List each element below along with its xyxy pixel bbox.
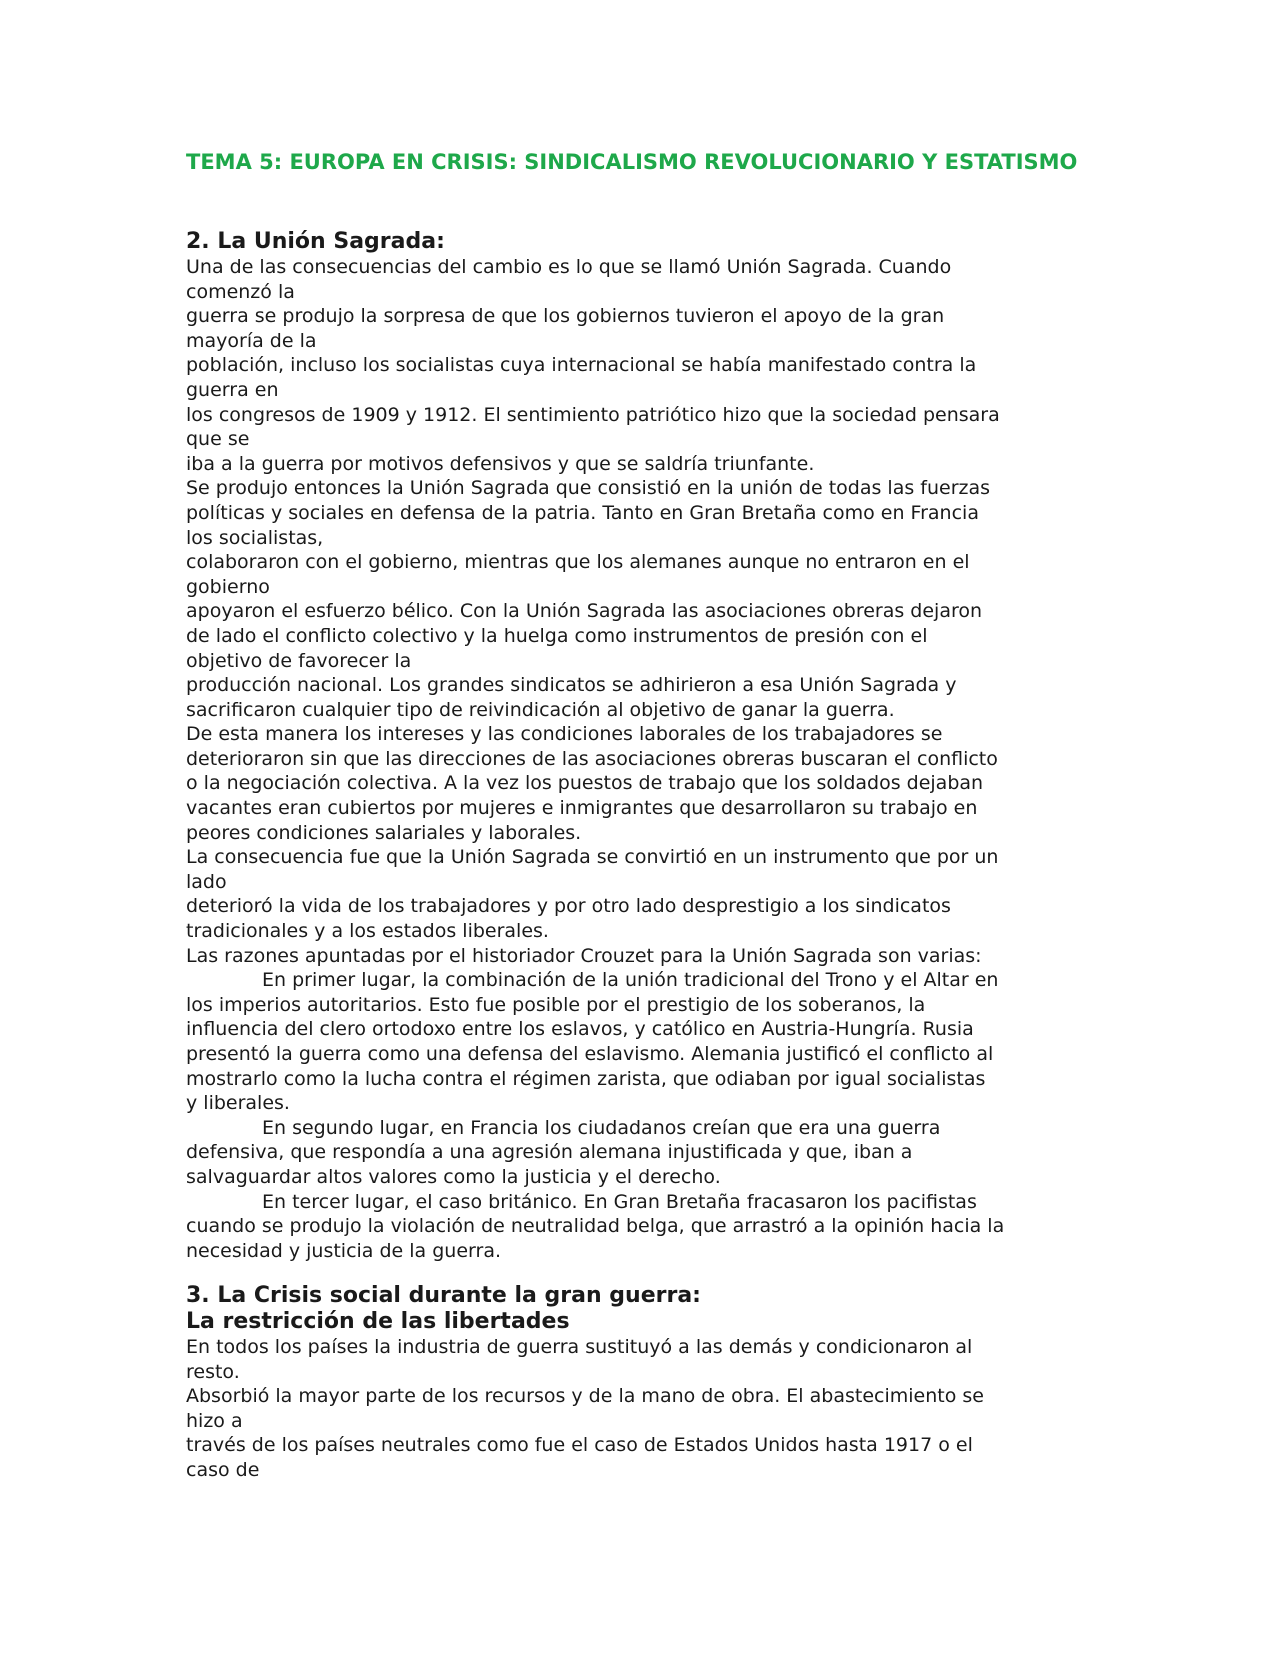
- paragraph-line: mostrarlo como la lucha contra el régimen zarista, que odiaban por igual socialistas: [186, 1067, 986, 1090]
- paragraph-line: los congresos de 1909 y 1912. El sentimiento patriótico hizo que la sociedad pensara: [186, 403, 1000, 426]
- paragraph-line: lado: [186, 870, 227, 893]
- paragraph-line: mayoría de la: [186, 329, 317, 352]
- paragraph-line: través de los países neutrales como fue el caso de Estados Unidos hasta 1917 o el: [186, 1434, 973, 1457]
- paragraph-line: Una de las consecuencias del cambio es lo que se llamó Unión Sagrada. Cuando: [186, 256, 952, 278]
- paragraph-line: peores condiciones salariales y laborales.: [186, 821, 582, 844]
- paragraph-line-indented: En primer lugar, la combinación de la unión tradicional del Trono y el Altar en: [262, 969, 999, 992]
- paragraph-line: objetivo de favorecer la: [186, 649, 412, 672]
- paragraph-line: sacrificaron cualquier tipo de reivindicación al objetivo de ganar la guerra.: [186, 698, 895, 721]
- paragraph-line: los socialistas,: [186, 526, 324, 549]
- paragraph-line: La consecuencia fue que la Unión Sagrada se convirtió en un instrumento que por un: [186, 846, 999, 869]
- paragraph-line: caso de: [186, 1458, 260, 1481]
- paragraph-line: Absorbió la mayor parte de los recursos y de la mano de obra. El abastecimiento se: [186, 1385, 984, 1408]
- paragraph-line: vacantes eran cubiertos por mujeres e inmigrantes que desarrollaron su trabajo en: [186, 797, 978, 820]
- paragraph-line: salvaguardar altos valores como la justicia y el derecho.: [186, 1165, 721, 1188]
- paragraph-line: tradicionales y a los estados liberales.: [186, 920, 549, 943]
- paragraph-line: o la negociación colectiva. A la vez los puestos de trabajo que los soldados dejaban: [186, 772, 984, 795]
- paragraph-line: gobierno: [186, 575, 270, 598]
- paragraph-line: apoyaron el esfuerzo bélico. Con la Unión Sagrada las asociaciones obreras dejaron: [186, 600, 983, 623]
- paragraph-line: población, incluso los socialistas cuya internacional se había manifestado contra la: [186, 354, 977, 377]
- paragraph-line: políticas y sociales en defensa de la patria. Tanto en Gran Bretaña como en Francia: [186, 501, 979, 524]
- document-title: TEMA 5: EUROPA EN CRISIS: SINDICALISMO REVOLUCIONARIO Y ESTATISMO: [186, 150, 1078, 174]
- paragraph-line: de lado el conflicto colectivo y la huelga como instrumentos de presión con el: [186, 624, 928, 647]
- paragraph-line: En todos los países la industria de guerra sustituyó a las demás y condicionaron al: [186, 1336, 973, 1358]
- paragraph-line: y liberales.: [186, 1092, 290, 1115]
- section-union-sagrada: [186, 229, 1086, 1263]
- paragraph-line-indented: En segundo lugar, en Francia los ciudadanos creían que era una guerra: [262, 1116, 941, 1139]
- paragraph-line: guerra en: [186, 378, 279, 401]
- paragraph-line: deterioró la vida de los trabajadores y por otro lado desprestigio a los sindicatos: [186, 895, 951, 918]
- paragraph-line: iba a la guerra por motivos defensivos y que se saldría triunfante.: [186, 452, 815, 475]
- paragraph-line: que se: [186, 428, 250, 451]
- paragraph-line: defensiva, que respondía a una agresión alemana injustificada y que, iban a: [186, 1141, 913, 1164]
- paragraph-line: De esta manera los intereses y las condiciones laborales de los trabajadores se: [186, 723, 943, 746]
- paragraph-line: cuando se produjo la violación de neutralidad belga, que arrastró a la opinión hacia la: [186, 1215, 1005, 1238]
- section-subheading: La restricción de las libertades: [186, 1309, 570, 1334]
- paragraph-line: producción nacional. Los grandes sindicatos se adhirieron a esa Unión Sagrada y: [186, 674, 957, 697]
- paragraph-line: resto.: [186, 1360, 240, 1383]
- paragraph-line: deterioraron sin que las direcciones de las asociaciones obreras buscaran el conflicto: [186, 747, 998, 770]
- paragraph-line: guerra se produjo la sorpresa de que los gobiernos tuvieron el apoyo de la gran: [186, 305, 945, 328]
- section-heading: 2. La Unión Sagrada:: [186, 229, 445, 254]
- paragraph-line: Se produjo entonces la Unión Sagrada que consistió en la unión de todas las fuerzas: [186, 477, 991, 500]
- paragraph-line: hizo a: [186, 1409, 243, 1432]
- paragraph-line: los imperios autoritarios. Esto fue posible por el prestigio de los soberanos, la: [186, 993, 926, 1016]
- paragraph-line: influencia del clero ortodoxo entre los eslavos, y católico en Austria-Hungría. Rusia: [186, 1018, 974, 1041]
- paragraph-line: Las razones apuntadas por el historiador Crouzet para la Unión Sagrada son varias:: [186, 944, 982, 967]
- paragraph-line: comenzó la: [186, 280, 295, 303]
- paragraph-line-indented: En tercer lugar, el caso británico. En Gran Bretaña fracasaron los pacifistas: [262, 1190, 977, 1213]
- section-crisis-social: [186, 1283, 1086, 1483]
- section-heading: 3. La Crisis social durante la gran guerra:: [186, 1283, 701, 1308]
- paragraph-line: necesidad y justicia de la guerra.: [186, 1239, 502, 1262]
- paragraph-line: colaboraron con el gobierno, mientras que los alemanes aunque no entraron en el: [186, 551, 970, 574]
- paragraph-line: presentó la guerra como una defensa del eslavismo. Alemania justificó el conflicto al: [186, 1043, 994, 1065]
